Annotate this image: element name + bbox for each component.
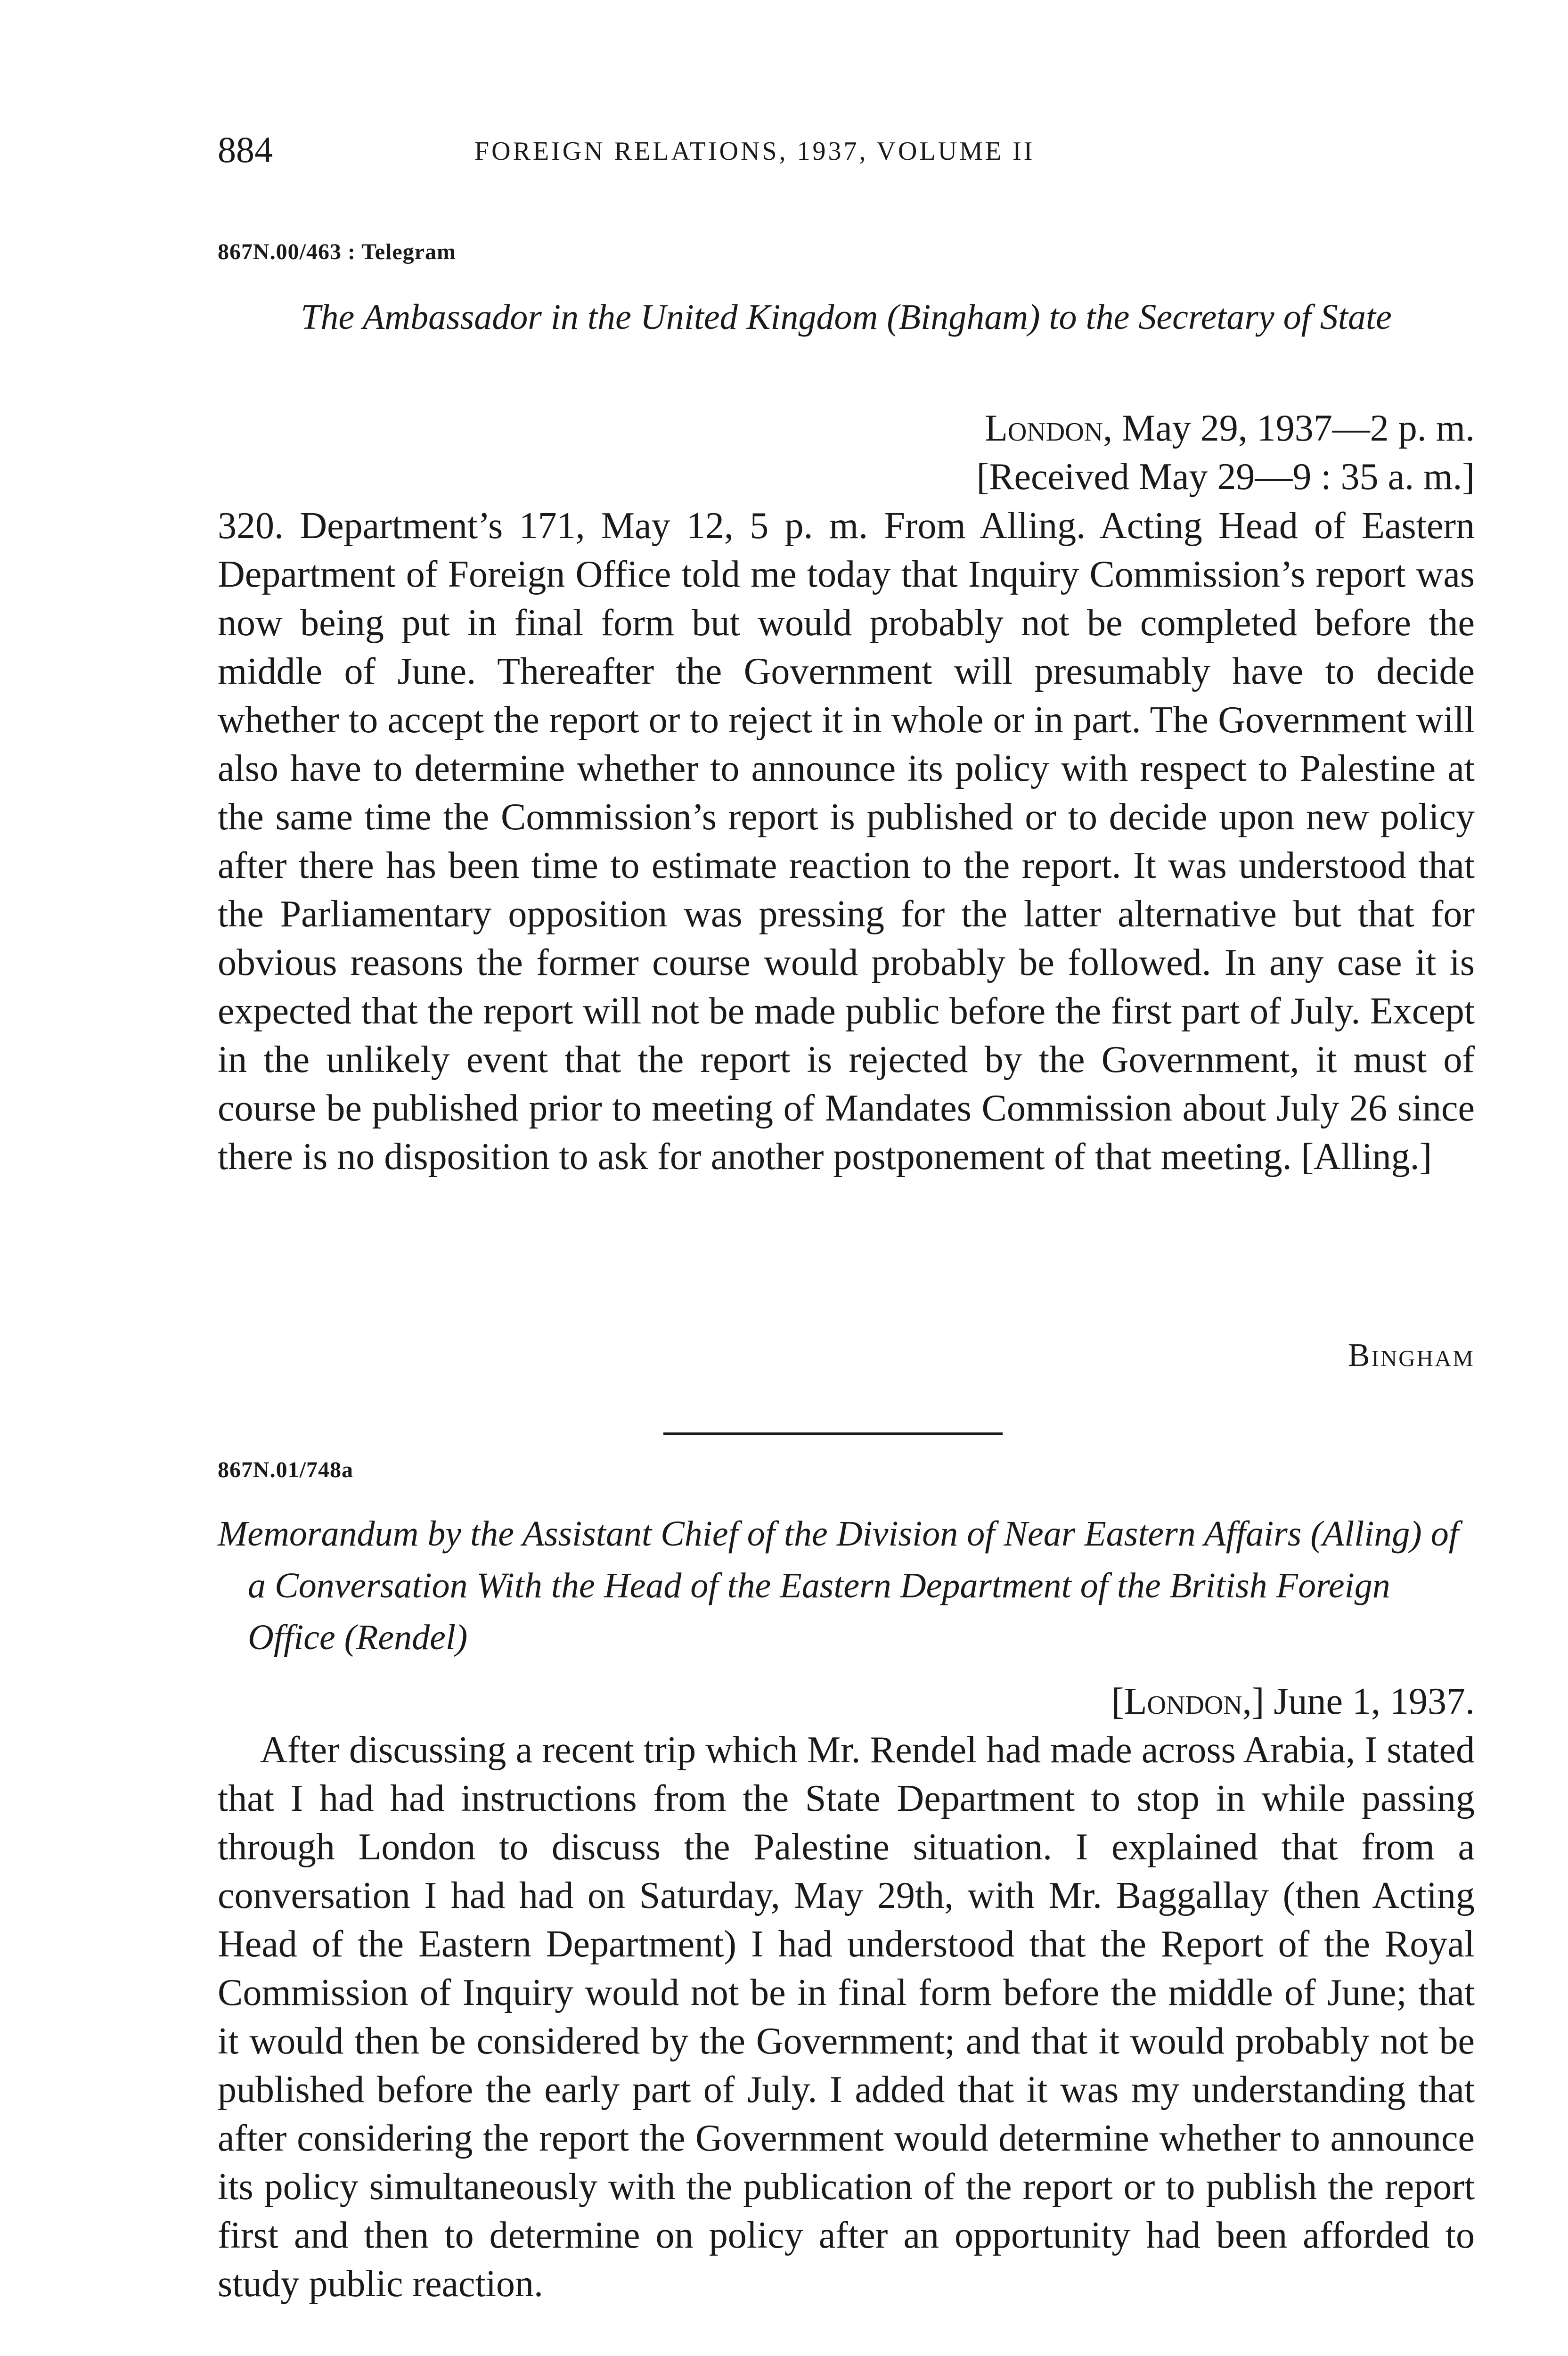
doc2-body: After discussing a recent trip which Mr. Rendel had made across Arabia, I stated that I had had instructions from the State Department to stop in while passing through London to discuss the Palestine situation. I explained that from a conversation I had had on Saturday, May 29th, with Mr. Baggallay (then Acting Head of the Eastern Department) I had understood that the Report of the Royal Commission of Inquiry would not be in final form before the middle of June; that it would then be considered by the Government; and that it would probably not be published before the early part of July. I added that it was my understanding that after considering the report the Government would determine whether to announce its policy simultaneously with the publication of the report or to publish the report first and then to determine on policy after an opportunity had been afforded to study public reaction. (218, 1729, 1475, 2305)
page-header (218, 126, 1475, 178)
doc2-dateline (218, 1677, 1475, 1726)
doc1-place: London (985, 408, 1103, 449)
section-divider (663, 1432, 1003, 1435)
doc2-place: London (1124, 1681, 1242, 1722)
doc2-date: ,] June 1, 1937. (1242, 1681, 1475, 1722)
doc1-received: [Received May 29—9 : 35 a. m.] (976, 456, 1475, 498)
doc2-file-number: 867N.01/748a (218, 1457, 353, 1482)
doc2-title: Memorandum by the Assistant Chief of the Division of Near Eastern Affairs (Alling) of a Conversation With the Head of the Eastern Department of the British Foreign Office (Rendel) (218, 1514, 1459, 1657)
doc1-signature: Bingham (1348, 1337, 1475, 1374)
doc1-file-number: 867N.00/463 : Telegram (218, 239, 456, 264)
doc2-place-open: [ (1111, 1681, 1124, 1722)
doc1-dateline (218, 404, 1475, 453)
doc1-title: The Ambassador in the United Kingdom (Bingham) to the Secretary of State (301, 297, 1392, 337)
running-head: FOREIGN RELATIONS, 1937, VOLUME II (474, 137, 1035, 166)
doc1-body: 320. Department’s 171, May 12, 5 p. m. From Alling. Acting Head of Eastern Department of Foreign Office told me today that Inquiry Commission’s report was now being put in final form but would probably not be completed before the middle of June. Thereafter the Government will presumably have to decide whether to accept the report or to reject it in whole or in part. The Government will also have to determine whether to announce its policy with respect to Palestine at the same time the Commission’s report is published or to decide upon new policy after there has been time to estimate reaction to the report. It was understood that the Parliamentary opposition was pressing for the latter alternative but that for obvious reasons the former course would probably be followed. In any case it is expected that the report will not be made public before the first part of July. Except in the unlikely event that the report is rejected by the Government, it must of course be published prior to meeting of Mandates Commission about July 26 since there is no disposition to ask for another postponement of that meeting. [Alling.] (218, 505, 1475, 1178)
doc1-date: , May 29, 1937—2 p. m. (1103, 408, 1475, 449)
page-number: 884 (218, 129, 273, 170)
